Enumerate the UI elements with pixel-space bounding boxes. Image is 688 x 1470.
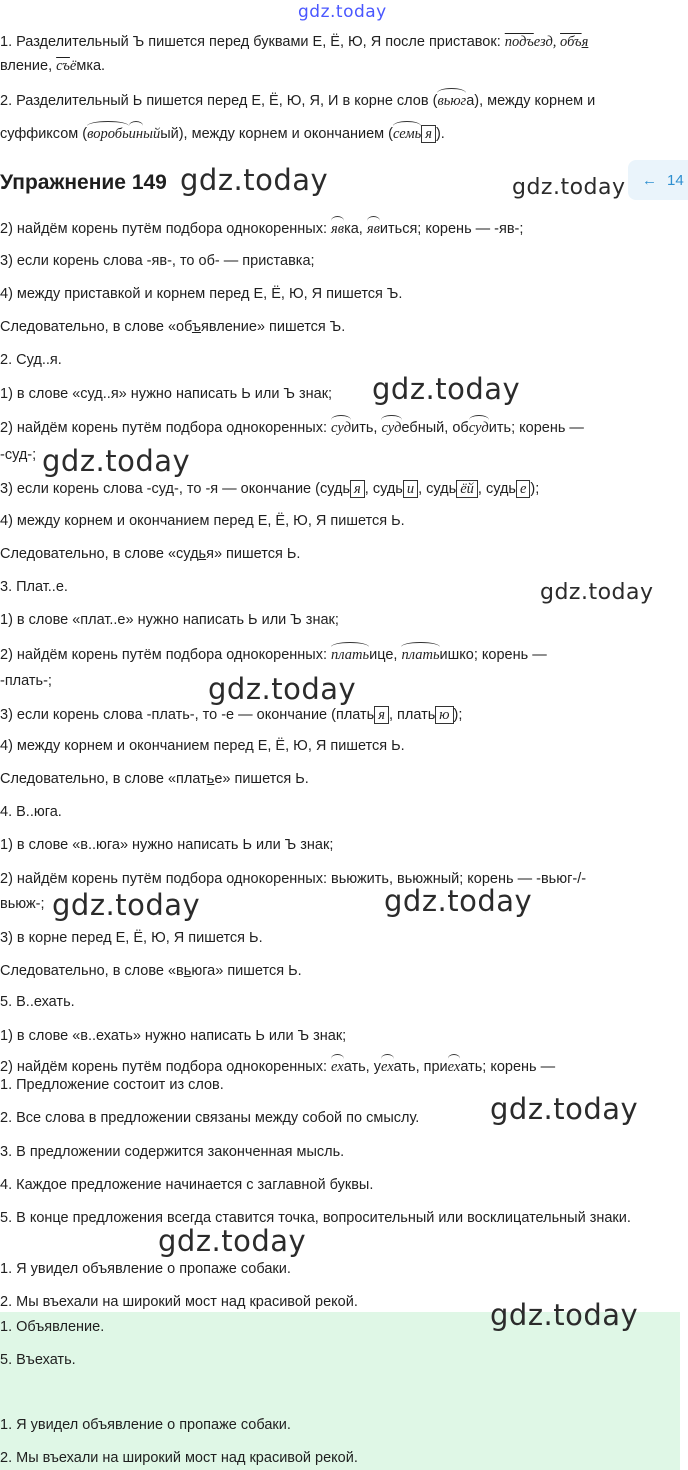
- rule-1-text: 1. Разделительный Ъ пишется перед буквами Е, Ё, Ю, Я после приставок:: [0, 34, 505, 50]
- fact-item: 3. В предложении содержится законченная мысль.: [0, 1144, 345, 1160]
- fact-item: 1. Предложение состоит из слов.: [0, 1077, 224, 1093]
- ending-box: я: [421, 125, 436, 143]
- prev-exercise-button[interactable]: [628, 160, 688, 200]
- answer-sentence: 1. Я увидел объявление о пропаже собаки.: [0, 1417, 291, 1433]
- root-word: семь: [393, 126, 422, 142]
- root-word: суд: [331, 420, 352, 436]
- text-line: 4) между корнем и окончанием перед Е, Ё, Ю, Я пишется Ь.: [0, 738, 405, 754]
- text-line: 1) в слове «суд..я» нужно написать Ь или Ъ знак;: [0, 386, 333, 402]
- root-word: плать: [401, 647, 440, 663]
- answer-word: 5. Въехать.: [0, 1352, 76, 1368]
- text-line: Следовательно, в слове «объявление» пишется Ъ.: [0, 319, 346, 335]
- watermark: gdz.today: [540, 580, 654, 605]
- example-word: езд,: [533, 34, 561, 50]
- watermark: gdz.today: [42, 444, 191, 478]
- watermark: gdz.today: [52, 888, 201, 922]
- fact-item: 2. Все слова в предложении связаны между собой по смыслу.: [0, 1110, 420, 1126]
- text-line: 1) в слове «в..юга» нужно написать Ь или Ъ знак;: [0, 837, 334, 853]
- suffix: ин: [128, 126, 144, 142]
- text-line: -суд-;: [0, 447, 37, 463]
- rule-2-text: а), между корнем и: [466, 93, 596, 109]
- text-line: 2. Суд..я.: [0, 352, 62, 368]
- rule-1: [0, 32, 680, 52]
- example-word: подъ: [504, 34, 534, 50]
- answer-sentence: 2. Мы въехали на широкий мост над красивой рекой.: [0, 1450, 358, 1466]
- example-word: объ: [560, 34, 582, 50]
- watermark: gdz.today: [372, 372, 521, 406]
- fact-item: 4. Каждое предложение начинается с заглавной буквы.: [0, 1177, 374, 1193]
- root-word: воробь: [87, 126, 129, 142]
- text-line: Следовательно, в слове «платье» пишется Ь.: [0, 771, 309, 787]
- rule-2-text: ый), между корнем и окончанием (: [160, 126, 394, 142]
- root-word: суд: [468, 420, 489, 436]
- text-line: 1) в слове «плат..е» нужно написать Ь или Ъ знак;: [0, 612, 339, 628]
- answer-word: 1. Объявление.: [0, 1319, 105, 1335]
- text-line: 2) найдём корень путём подбора однокоренных: вьюжить, вьюжный; корень — -вьюг-/-: [0, 871, 587, 887]
- rule-2-text: ).: [435, 126, 445, 142]
- arrow-left-icon: ←: [642, 171, 657, 189]
- example-letter: ё: [69, 58, 77, 74]
- example-word: съ: [56, 58, 70, 74]
- watermark: gdz.today: [384, 884, 533, 918]
- text-line: Следовательно, в слове «судья» пишется Ь.: [0, 546, 301, 562]
- rule-1-text: вление,: [0, 58, 57, 74]
- root-word: суд: [381, 420, 402, 436]
- watermark: gdz.today: [208, 672, 357, 706]
- watermark: gdz.today: [180, 163, 329, 197]
- text-line: 3. Плат..е.: [0, 579, 68, 595]
- prev-exercise-label: 14: [667, 171, 684, 189]
- rule-2: [0, 91, 680, 111]
- fact-item: 5. В конце предложения всегда ставится точка, вопросительный или восклицательный знаки.: [0, 1210, 631, 1226]
- rule-2-cont: [0, 124, 680, 144]
- sentence-item: 2. Мы въехали на широкий мост над красивой рекой.: [0, 1294, 358, 1310]
- text-line: 3) если корень слова -плать-, то -е — окончание (плать я , плать ю );: [0, 707, 463, 723]
- text-line: 3) в корне перед Е, Ё, Ю, Я пишется Ь.: [0, 930, 263, 946]
- watermark: gdz.today: [158, 1224, 307, 1258]
- text-line: вьюж-;: [0, 896, 45, 912]
- rule-1-text: мка.: [76, 58, 106, 74]
- text-line: Следовательно, в слове «вьюга» пишется Ь.: [0, 963, 302, 979]
- root-word: яв: [366, 221, 380, 237]
- text-line: 5. В..ехать.: [0, 994, 75, 1010]
- watermark: gdz.today: [490, 1092, 639, 1126]
- page-title: Упражнение 149: [0, 171, 167, 194]
- rule-2-text: суффиксом (: [0, 126, 88, 142]
- watermark: gdz.today: [512, 175, 626, 200]
- root-word: вьюг: [437, 93, 467, 109]
- root-word: ех: [380, 1059, 394, 1075]
- example-ending: ый: [143, 126, 161, 142]
- root-word: ех: [331, 1059, 344, 1075]
- rule-1-cont: [0, 56, 680, 76]
- root-word: яв: [331, 221, 345, 237]
- text-line: 2) найдём корень путём подбора однокоренных: явка, явиться; корень — -яв-;: [0, 221, 524, 237]
- clipped-line: [0, 1055, 680, 1073]
- text-line: 4) между приставкой и корнем перед Е, Ё, Ю, Я пишется Ъ.: [0, 286, 403, 302]
- text-line: 1) в слове «в..ехать» нужно написать Ь или Ъ знак;: [0, 1028, 347, 1044]
- text-line: 4. В..юга.: [0, 804, 62, 820]
- sentence-item: 1. Я увидел объявление о пропаже собаки.: [0, 1261, 291, 1277]
- text-line: 3) если корень слова -суд-, то -я — окончание (судь я , судь и , судь ёй , судь е );: [0, 481, 540, 497]
- text-line: 2) найдём корень путём подбора однокоренных: платьице, платьишко; корень —: [0, 647, 547, 663]
- example-letter: я: [581, 34, 589, 50]
- text-line: 2) найдём корень путём подбора однокоренных: ехать, уехать, приехать; корень —: [0, 1059, 556, 1075]
- root-word: плать: [331, 647, 370, 663]
- text-line: 3) если корень слова -яв-, то об- — приставка;: [0, 253, 315, 269]
- watermark: gdz.today: [490, 1298, 639, 1332]
- rule-2-text: 2. Разделительный Ь пишется перед Е, Ё, Ю, Я, И в корне слов (: [0, 93, 438, 109]
- watermark-top: gdz.today: [298, 2, 387, 22]
- root-word: ех: [447, 1059, 461, 1075]
- text-line: 2) найдём корень путём подбора однокоренных: судить, судебный, обсудить; корень —: [0, 420, 584, 436]
- text-line: 4) между корнем и окончанием перед Е, Ё, Ю, Я пишется Ь.: [0, 513, 405, 529]
- text-line: -плать-;: [0, 673, 52, 689]
